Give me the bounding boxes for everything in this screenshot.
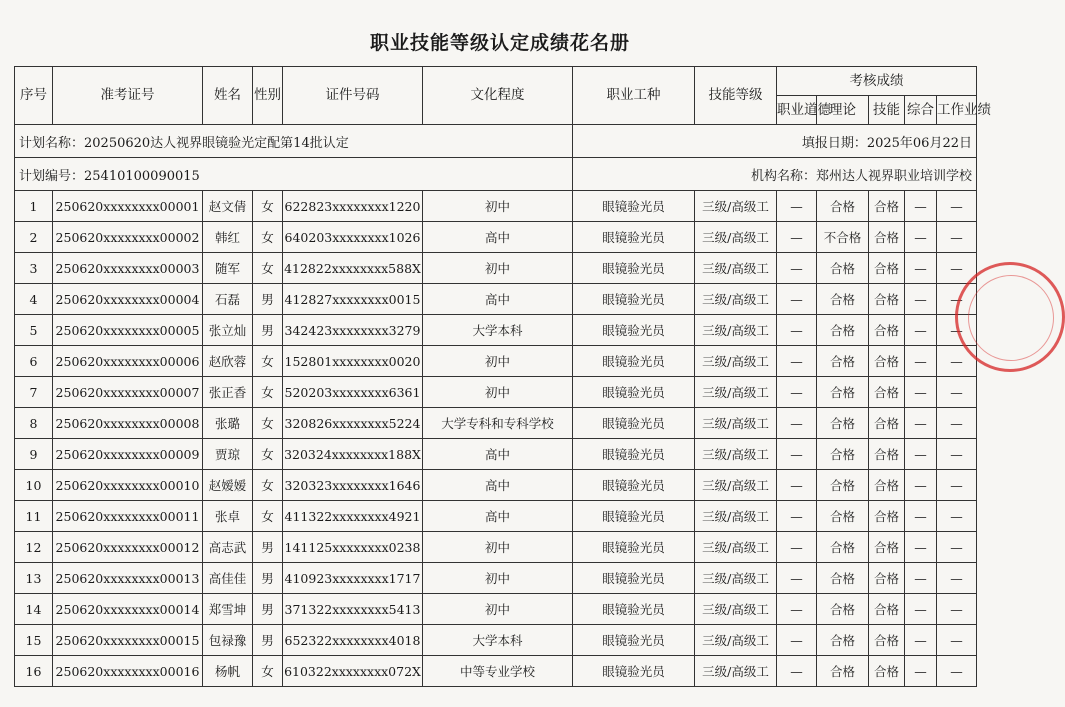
row-id-no: 410923xxxxxxxx1717 xyxy=(283,563,423,594)
row-skill: 合格 xyxy=(869,532,905,563)
row-theory: 合格 xyxy=(817,191,869,222)
row-skill: 合格 xyxy=(869,625,905,656)
row-id-no: 520203xxxxxxxx6361 xyxy=(283,377,423,408)
row-skill-level: 三级/高级工 xyxy=(695,222,777,253)
table-row xyxy=(15,594,977,625)
row-comprehensive: — xyxy=(905,625,937,656)
row-comprehensive: — xyxy=(905,191,937,222)
row-education: 初中 xyxy=(423,563,573,594)
row-comprehensive: — xyxy=(905,501,937,532)
row-gender: 女 xyxy=(253,408,283,439)
row-performance: — xyxy=(937,284,977,315)
row-skill: 合格 xyxy=(869,377,905,408)
col-occupation: 职业工种 xyxy=(573,67,695,125)
row-skill: 合格 xyxy=(869,501,905,532)
row-exam-no: 250620xxxxxxxx00004 xyxy=(53,284,203,315)
row-comprehensive: — xyxy=(905,377,937,408)
row-gender: 男 xyxy=(253,625,283,656)
row-seq: 11 xyxy=(15,501,53,532)
row-performance: — xyxy=(937,191,977,222)
row-theory: 合格 xyxy=(817,439,869,470)
row-skill-level: 三级/高级工 xyxy=(695,594,777,625)
row-name: 高志武 xyxy=(203,532,253,563)
row-skill: 合格 xyxy=(869,284,905,315)
row-seq: 1 xyxy=(15,191,53,222)
row-gender: 女 xyxy=(253,222,283,253)
row-education: 大学本科 xyxy=(423,625,573,656)
row-theory: 合格 xyxy=(817,284,869,315)
row-gender: 女 xyxy=(253,253,283,284)
row-exam-no: 250620xxxxxxxx00006 xyxy=(53,346,203,377)
row-name: 韩红 xyxy=(203,222,253,253)
row-id-no: 371322xxxxxxxx5413 xyxy=(283,594,423,625)
row-exam-no: 250620xxxxxxxx00008 xyxy=(53,408,203,439)
row-occupation: 眼镜验光员 xyxy=(573,284,695,315)
row-gender: 女 xyxy=(253,656,283,687)
row-education: 高中 xyxy=(423,222,573,253)
table-row xyxy=(15,377,977,408)
row-education: 大学专科和专科学校 xyxy=(423,408,573,439)
col-assessment: 考核成绩 xyxy=(777,67,977,96)
row-skill: 合格 xyxy=(869,222,905,253)
row-exam-no: 250620xxxxxxxx00011 xyxy=(53,501,203,532)
row-skill-level: 三级/高级工 xyxy=(695,656,777,687)
row-performance: — xyxy=(937,346,977,377)
row-performance: — xyxy=(937,315,977,346)
row-performance: — xyxy=(937,532,977,563)
row-ethics: — xyxy=(777,501,817,532)
plan-number: 计划编号：25410100090015 xyxy=(15,158,573,191)
row-comprehensive: — xyxy=(905,656,937,687)
col-ethics: 职业道德 xyxy=(777,96,817,125)
row-ethics: — xyxy=(777,284,817,315)
row-exam-no: 250620xxxxxxxx00014 xyxy=(53,594,203,625)
col-name: 姓名 xyxy=(203,67,253,125)
row-seq: 14 xyxy=(15,594,53,625)
row-skill-level: 三级/高级工 xyxy=(695,377,777,408)
row-education: 高中 xyxy=(423,284,573,315)
roster-table xyxy=(14,66,991,687)
row-id-no: 320323xxxxxxxx1646 xyxy=(283,470,423,501)
row-comprehensive: — xyxy=(905,222,937,253)
row-seq: 5 xyxy=(15,315,53,346)
row-skill-level: 三级/高级工 xyxy=(695,439,777,470)
row-id-no: 412822xxxxxxxx588X xyxy=(283,253,423,284)
row-comprehensive: — xyxy=(905,594,937,625)
row-skill: 合格 xyxy=(869,470,905,501)
row-seq: 4 xyxy=(15,284,53,315)
row-skill-level: 三级/高级工 xyxy=(695,532,777,563)
row-theory: 合格 xyxy=(817,253,869,284)
table-row xyxy=(15,656,977,687)
row-exam-no: 250620xxxxxxxx00007 xyxy=(53,377,203,408)
official-seal xyxy=(955,262,1065,372)
row-exam-no: 250620xxxxxxxx00013 xyxy=(53,563,203,594)
row-education: 初中 xyxy=(423,594,573,625)
col-education: 文化程度 xyxy=(423,67,573,125)
row-ethics: — xyxy=(777,346,817,377)
row-theory: 合格 xyxy=(817,501,869,532)
table-row xyxy=(15,501,977,532)
row-seq: 13 xyxy=(15,563,53,594)
row-name: 包禄豫 xyxy=(203,625,253,656)
row-exam-no: 250620xxxxxxxx00010 xyxy=(53,470,203,501)
row-gender: 男 xyxy=(253,563,283,594)
col-seq: 序号 xyxy=(15,67,53,125)
row-education: 高中 xyxy=(423,470,573,501)
row-education: 高中 xyxy=(423,501,573,532)
row-occupation: 眼镜验光员 xyxy=(573,439,695,470)
row-education: 初中 xyxy=(423,253,573,284)
row-seq: 6 xyxy=(15,346,53,377)
row-name: 郑雪坤 xyxy=(203,594,253,625)
row-comprehensive: — xyxy=(905,439,937,470)
row-seq: 7 xyxy=(15,377,53,408)
row-id-no: 412827xxxxxxxx0015 xyxy=(283,284,423,315)
row-exam-no: 250620xxxxxxxx00016 xyxy=(53,656,203,687)
row-exam-no: 250620xxxxxxxx00012 xyxy=(53,532,203,563)
row-ethics: — xyxy=(777,191,817,222)
row-ethics: — xyxy=(777,532,817,563)
row-ethics: — xyxy=(777,470,817,501)
row-education: 大学本科 xyxy=(423,315,573,346)
table-row xyxy=(15,253,977,284)
row-id-no: 152801xxxxxxxx0020 xyxy=(283,346,423,377)
row-occupation: 眼镜验光员 xyxy=(573,563,695,594)
row-seq: 2 xyxy=(15,222,53,253)
row-occupation: 眼镜验光员 xyxy=(573,408,695,439)
row-skill: 合格 xyxy=(869,346,905,377)
row-skill: 合格 xyxy=(869,253,905,284)
row-exam-no: 250620xxxxxxxx00015 xyxy=(53,625,203,656)
row-id-no: 320324xxxxxxxx188X xyxy=(283,439,423,470)
row-performance: — xyxy=(937,470,977,501)
row-ethics: — xyxy=(777,594,817,625)
row-skill-level: 三级/高级工 xyxy=(695,315,777,346)
col-theory: 理论 xyxy=(817,96,869,125)
row-occupation: 眼镜验光员 xyxy=(573,222,695,253)
row-performance: — xyxy=(937,594,977,625)
row-id-no: 411322xxxxxxxx4921 xyxy=(283,501,423,532)
row-ethics: — xyxy=(777,253,817,284)
table-row xyxy=(15,284,977,315)
row-seq: 10 xyxy=(15,470,53,501)
plan-name: 计划名称：20250620达人视界眼镜验光定配第14批认定 xyxy=(15,125,573,158)
row-name: 高佳佳 xyxy=(203,563,253,594)
row-theory: 合格 xyxy=(817,315,869,346)
row-id-no: 320826xxxxxxxx5224 xyxy=(283,408,423,439)
table-row xyxy=(15,532,977,563)
row-ethics: — xyxy=(777,222,817,253)
row-theory: 合格 xyxy=(817,594,869,625)
table-row xyxy=(15,470,977,501)
row-gender: 女 xyxy=(253,501,283,532)
table-row xyxy=(15,315,977,346)
row-theory: 合格 xyxy=(817,408,869,439)
row-theory: 合格 xyxy=(817,563,869,594)
row-gender: 女 xyxy=(253,439,283,470)
row-exam-no: 250620xxxxxxxx00002 xyxy=(53,222,203,253)
row-occupation: 眼镜验光员 xyxy=(573,656,695,687)
row-education: 初中 xyxy=(423,377,573,408)
row-occupation: 眼镜验光员 xyxy=(573,470,695,501)
col-comprehensive: 综合 xyxy=(905,96,937,125)
row-name: 贾琼 xyxy=(203,439,253,470)
row-id-no: 640203xxxxxxxx1026 xyxy=(283,222,423,253)
row-performance: — xyxy=(937,656,977,687)
row-performance: — xyxy=(937,408,977,439)
row-name: 杨帆 xyxy=(203,656,253,687)
col-exam-no: 准考证号 xyxy=(53,67,203,125)
row-skill-level: 三级/高级工 xyxy=(695,408,777,439)
row-comprehensive: — xyxy=(905,284,937,315)
row-name: 随军 xyxy=(203,253,253,284)
row-occupation: 眼镜验光员 xyxy=(573,253,695,284)
row-exam-no: 250620xxxxxxxx00005 xyxy=(53,315,203,346)
col-id-no: 证件号码 xyxy=(283,67,423,125)
row-comprehensive: — xyxy=(905,315,937,346)
row-skill: 合格 xyxy=(869,191,905,222)
row-skill: 合格 xyxy=(869,594,905,625)
col-gender: 性别 xyxy=(253,67,283,125)
row-skill-level: 三级/高级工 xyxy=(695,563,777,594)
row-comprehensive: — xyxy=(905,563,937,594)
row-seq: 9 xyxy=(15,439,53,470)
info-row-2 xyxy=(15,158,977,191)
row-skill: 合格 xyxy=(869,439,905,470)
row-comprehensive: — xyxy=(905,470,937,501)
row-id-no: 141125xxxxxxxx0238 xyxy=(283,532,423,563)
row-performance: — xyxy=(937,222,977,253)
table-row xyxy=(15,625,977,656)
row-name: 赵嫒嫒 xyxy=(203,470,253,501)
row-ethics: — xyxy=(777,377,817,408)
row-exam-no: 250620xxxxxxxx00009 xyxy=(53,439,203,470)
row-theory: 不合格 xyxy=(817,222,869,253)
row-occupation: 眼镜验光员 xyxy=(573,594,695,625)
row-theory: 合格 xyxy=(817,377,869,408)
row-gender: 女 xyxy=(253,191,283,222)
header-row xyxy=(15,67,977,96)
seal-inner-ring xyxy=(968,275,1054,361)
row-name: 赵文倩 xyxy=(203,191,253,222)
org-name: 机构名称：郑州达人视界职业培训学校 xyxy=(573,158,977,191)
table-row xyxy=(15,439,977,470)
row-name: 张卓 xyxy=(203,501,253,532)
roster-rows xyxy=(15,191,977,687)
row-skill-level: 三级/高级工 xyxy=(695,346,777,377)
row-gender: 女 xyxy=(253,346,283,377)
table-row xyxy=(15,222,977,253)
row-skill-level: 三级/高级工 xyxy=(695,191,777,222)
row-seq: 16 xyxy=(15,656,53,687)
row-occupation: 眼镜验光员 xyxy=(573,346,695,377)
page-title: 职业技能等级认定成绩花名册 xyxy=(369,32,630,54)
row-skill-level: 三级/高级工 xyxy=(695,284,777,315)
row-theory: 合格 xyxy=(817,346,869,377)
row-comprehensive: — xyxy=(905,532,937,563)
row-occupation: 眼镜验光员 xyxy=(573,625,695,656)
row-occupation: 眼镜验光员 xyxy=(573,191,695,222)
row-education: 初中 xyxy=(423,346,573,377)
row-education: 中等专业学校 xyxy=(423,656,573,687)
row-skill-level: 三级/高级工 xyxy=(695,501,777,532)
row-name: 张璐 xyxy=(203,408,253,439)
row-skill-level: 三级/高级工 xyxy=(695,470,777,501)
row-skill: 合格 xyxy=(869,315,905,346)
row-exam-no: 250620xxxxxxxx00001 xyxy=(53,191,203,222)
row-gender: 女 xyxy=(253,377,283,408)
row-occupation: 眼镜验光员 xyxy=(573,315,695,346)
table-row xyxy=(15,408,977,439)
row-name: 张正香 xyxy=(203,377,253,408)
table-row xyxy=(15,191,977,222)
col-skill-level: 技能等级 xyxy=(695,67,777,125)
row-gender: 男 xyxy=(253,594,283,625)
col-skill: 技能 xyxy=(869,96,905,125)
row-performance: — xyxy=(937,625,977,656)
row-performance: — xyxy=(937,439,977,470)
row-performance: — xyxy=(937,377,977,408)
table-row xyxy=(15,563,977,594)
row-gender: 女 xyxy=(253,470,283,501)
row-ethics: — xyxy=(777,625,817,656)
row-performance: — xyxy=(937,563,977,594)
row-ethics: — xyxy=(777,563,817,594)
col-performance: 工作业绩 xyxy=(937,96,977,125)
row-seq: 15 xyxy=(15,625,53,656)
fill-date: 填报日期：2025年06月22日 xyxy=(573,125,977,158)
row-ethics: — xyxy=(777,656,817,687)
row-skill-level: 三级/高级工 xyxy=(695,625,777,656)
row-skill: 合格 xyxy=(869,408,905,439)
row-education: 初中 xyxy=(423,532,573,563)
row-name: 张立灿 xyxy=(203,315,253,346)
row-skill: 合格 xyxy=(869,656,905,687)
row-gender: 男 xyxy=(253,532,283,563)
table-row xyxy=(15,346,977,377)
row-skill-level: 三级/高级工 xyxy=(695,253,777,284)
row-ethics: — xyxy=(777,315,817,346)
row-seq: 8 xyxy=(15,408,53,439)
row-occupation: 眼镜验光员 xyxy=(573,532,695,563)
row-comprehensive: — xyxy=(905,346,937,377)
row-id-no: 622823xxxxxxxx1220 xyxy=(283,191,423,222)
row-ethics: — xyxy=(777,439,817,470)
row-id-no: 652322xxxxxxxx4018 xyxy=(283,625,423,656)
row-comprehensive: — xyxy=(905,408,937,439)
row-occupation: 眼镜验光员 xyxy=(573,377,695,408)
row-id-no: 342423xxxxxxxx3279 xyxy=(283,315,423,346)
row-ethics: — xyxy=(777,408,817,439)
row-gender: 男 xyxy=(253,284,283,315)
row-performance: — xyxy=(937,501,977,532)
row-gender: 男 xyxy=(253,315,283,346)
info-row-1 xyxy=(15,125,977,158)
row-name: 赵欣蓉 xyxy=(203,346,253,377)
row-theory: 合格 xyxy=(817,532,869,563)
row-name: 石磊 xyxy=(203,284,253,315)
row-exam-no: 250620xxxxxxxx00003 xyxy=(53,253,203,284)
row-education: 高中 xyxy=(423,439,573,470)
row-theory: 合格 xyxy=(817,656,869,687)
row-skill: 合格 xyxy=(869,563,905,594)
row-id-no: 610322xxxxxxxx072X xyxy=(283,656,423,687)
row-theory: 合格 xyxy=(817,625,869,656)
row-education: 初中 xyxy=(423,191,573,222)
row-theory: 合格 xyxy=(817,470,869,501)
row-performance: — xyxy=(937,253,977,284)
row-occupation: 眼镜验光员 xyxy=(573,501,695,532)
row-comprehensive: — xyxy=(905,253,937,284)
row-seq: 12 xyxy=(15,532,53,563)
row-seq: 3 xyxy=(15,253,53,284)
